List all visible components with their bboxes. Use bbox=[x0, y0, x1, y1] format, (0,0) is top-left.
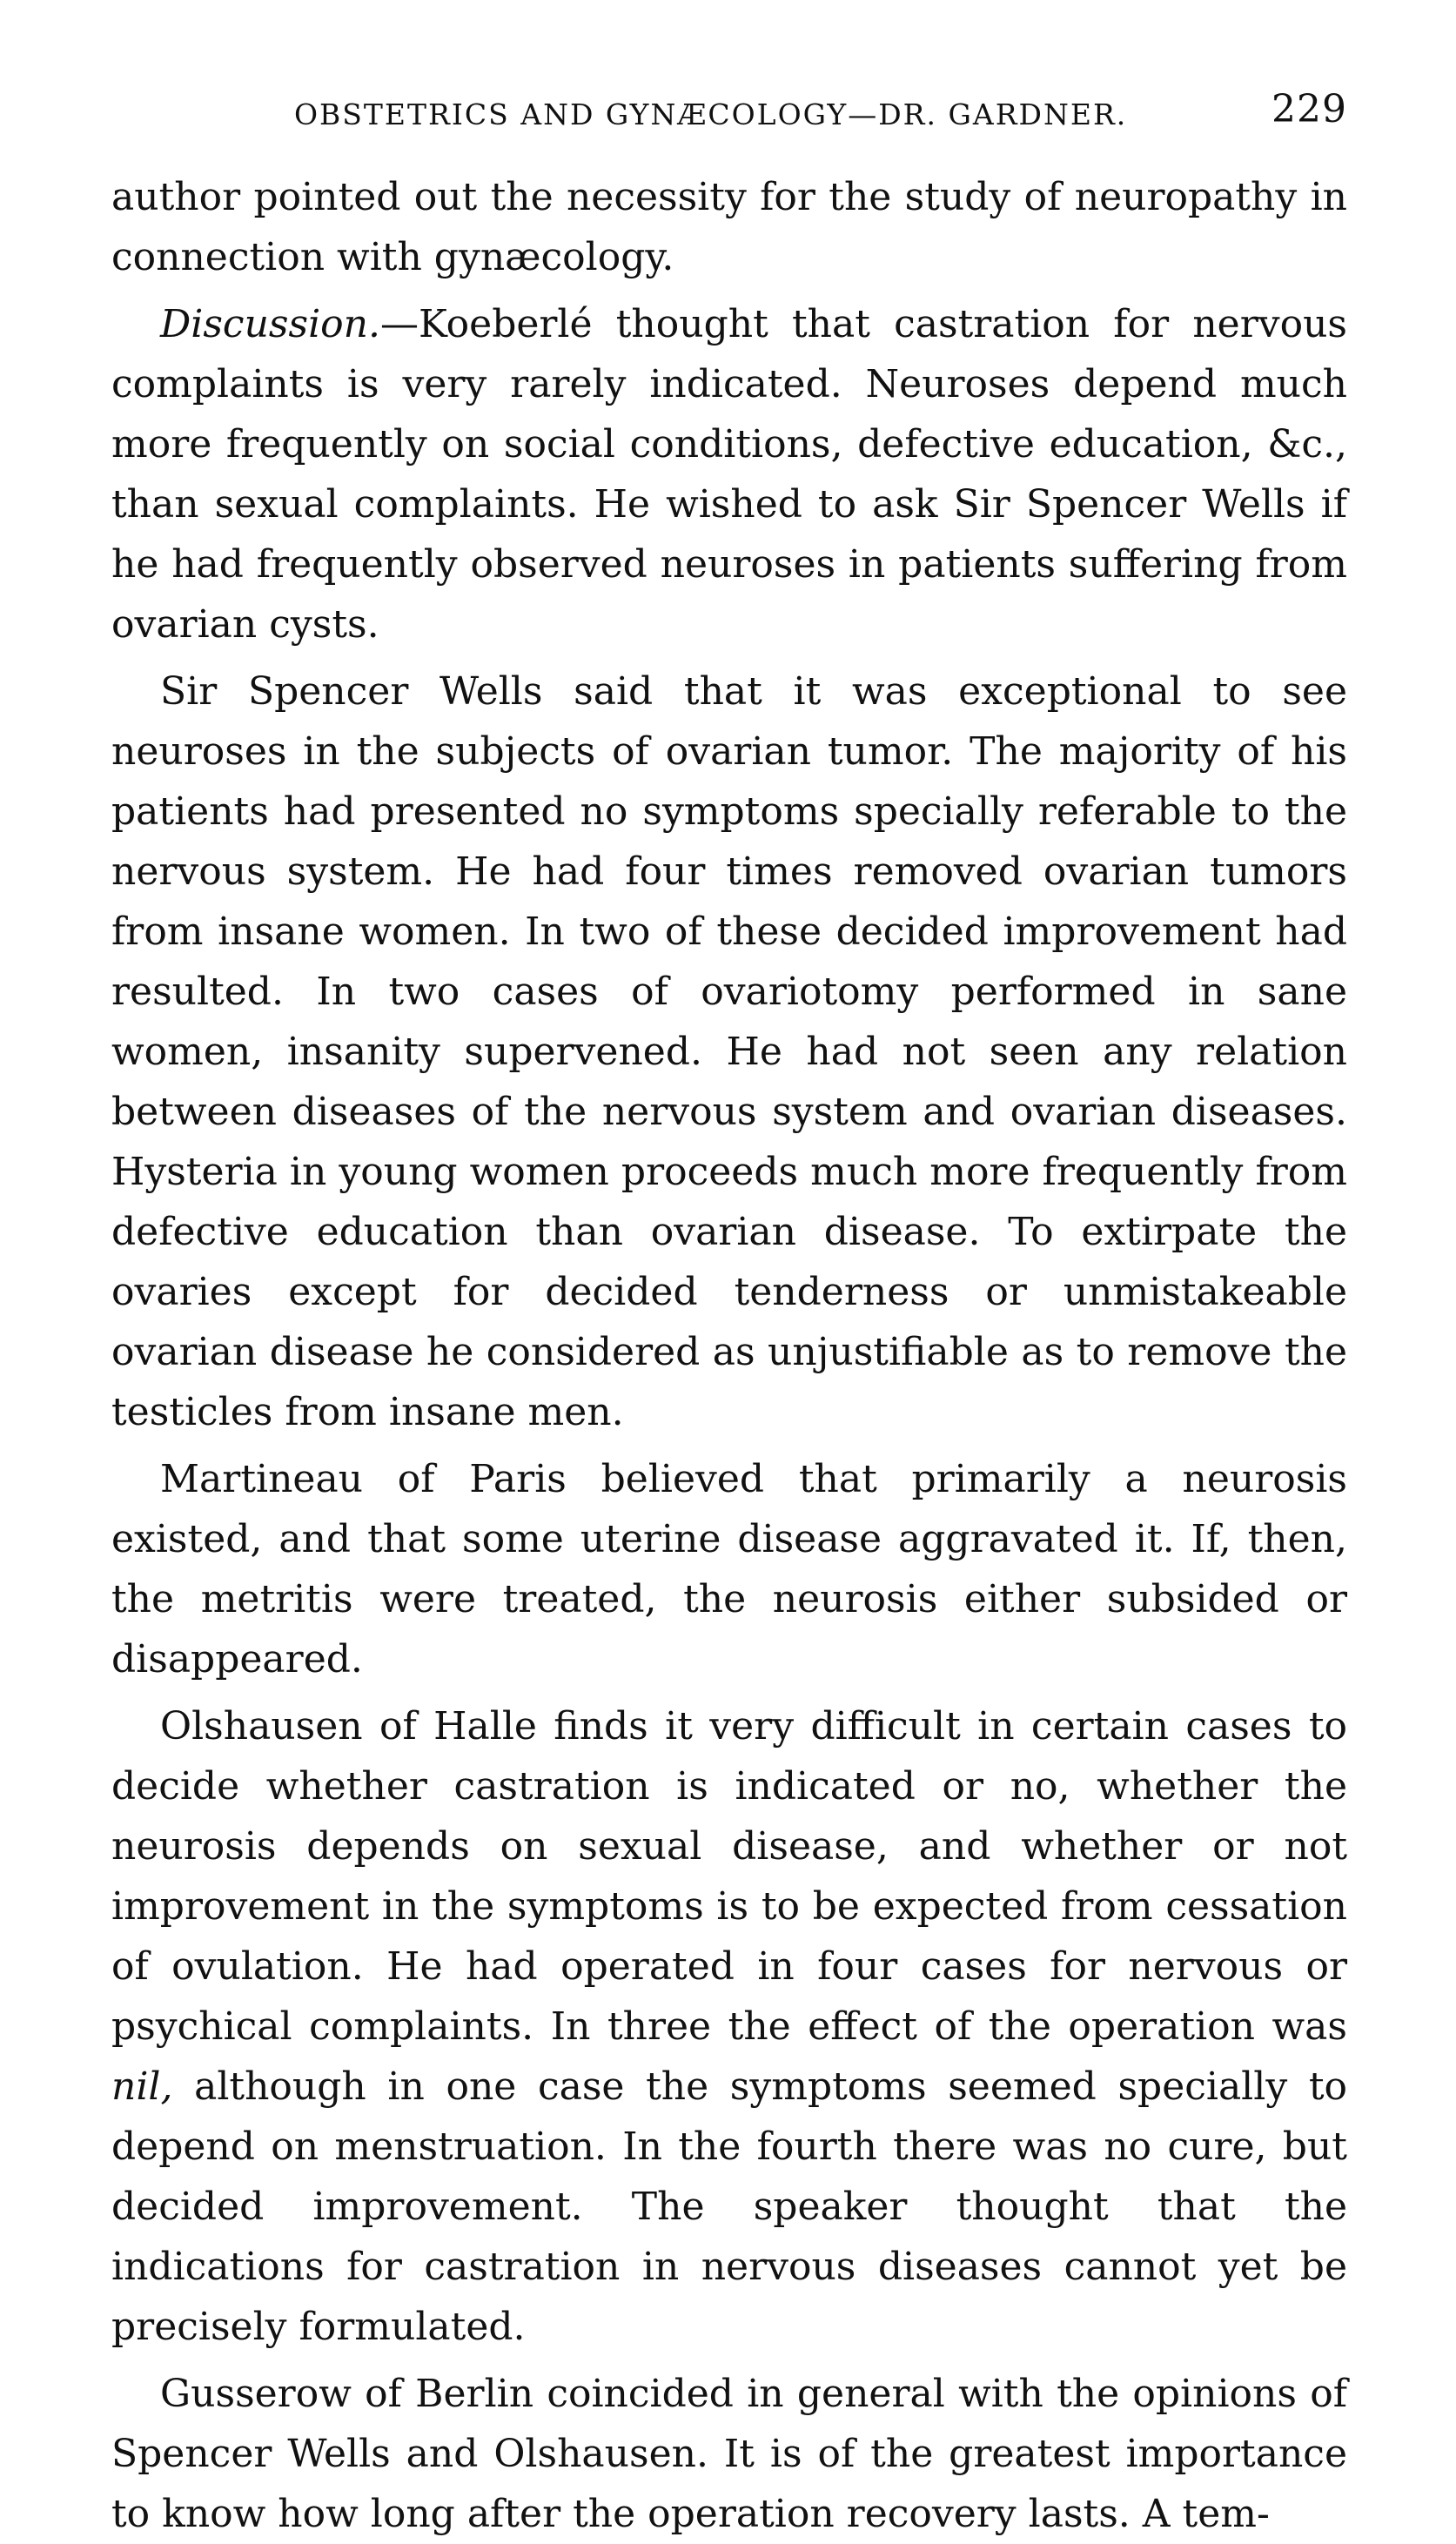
emphasis-nil: nil, bbox=[111, 2064, 173, 2109]
paragraph-discussion bbox=[111, 294, 1347, 654]
paragraph-text: author pointed out the necessity for the study of neuropathy in connection with gynæcology. bbox=[111, 175, 1347, 279]
paragraph-gusserow bbox=[111, 2364, 1347, 2544]
paragraph-text: Olshausen of Halle finds it very difficult in certain cases to decide whether castration is indicated or no, whether the neurosis depends on sexual disease, and whether or not improvement in the symptoms is to be expected from cessation of ovulation. He had operated in four cases for nervous or psychical complaints. In three the effect of the operation was bbox=[111, 1704, 1347, 2049]
page-number: 229 bbox=[1271, 87, 1347, 131]
running-head bbox=[111, 87, 1347, 143]
book-page bbox=[111, 87, 1347, 2544]
paragraph-text: although in one case the symptoms seemed specially to depend on menstruation. In the fourth there was no cure, but decided improvement. The speaker thought that the indications for castration in nervous diseases cannot yet be precisely formulated. bbox=[111, 2064, 1347, 2349]
paragraph-martineau bbox=[111, 1449, 1347, 1689]
discussion-heading: Discussion. bbox=[160, 302, 380, 346]
paragraph-spencer-wells bbox=[111, 661, 1347, 1442]
paragraph-text: Gusserow of Berlin coincided in general with the opinions of Spencer Wells and Olshausen. It is of the greatest importance to know how long after the operation recovery lasts. A tem- bbox=[111, 2372, 1347, 2536]
paragraph-olshausen bbox=[111, 1696, 1347, 2357]
paragraph-text: Sir Spencer Wells said that it was exceptional to see neuroses in the subjects of ovarian tumor. The majority of his patients had presented no symptoms specially referable to the nervous system. He had four times removed ovarian tumors from insane women. In two of these decided improvement had resulted. In two cases of ovariotomy performed in sane women, insanity supervened. He had not seen any relation between diseases of the nervous system and ovarian diseases. Hysteria in young women proceeds much more frequently from defective education than ovarian disease. To extirpate the ovaries except for decided tenderness or unmistakeable ovarian disease he considered as unjustifiable as to remove the testicles from insane men. bbox=[111, 669, 1347, 1434]
paragraph-text: —Koeberlé thought that castration for nervous complaints is very rarely indicated. Neuroses depend much more frequently on social conditions, defective education, &c., than sexual complaints. He wished to ask Sir Spencer Wells if he had frequently observed neuroses in patients suffering from ovarian cysts. bbox=[111, 302, 1347, 647]
paragraph-continuation bbox=[111, 167, 1347, 287]
running-title: OBSTETRICS AND GYNÆCOLOGY—DR. GARDNER. bbox=[294, 97, 1128, 131]
body-text bbox=[111, 167, 1347, 2544]
paragraph-text: Martineau of Paris believed that primarily a neurosis existed, and that some uterine disease aggravated it. If, then, the metritis were treated, the neurosis either subsided or disappeared. bbox=[111, 1457, 1347, 1681]
